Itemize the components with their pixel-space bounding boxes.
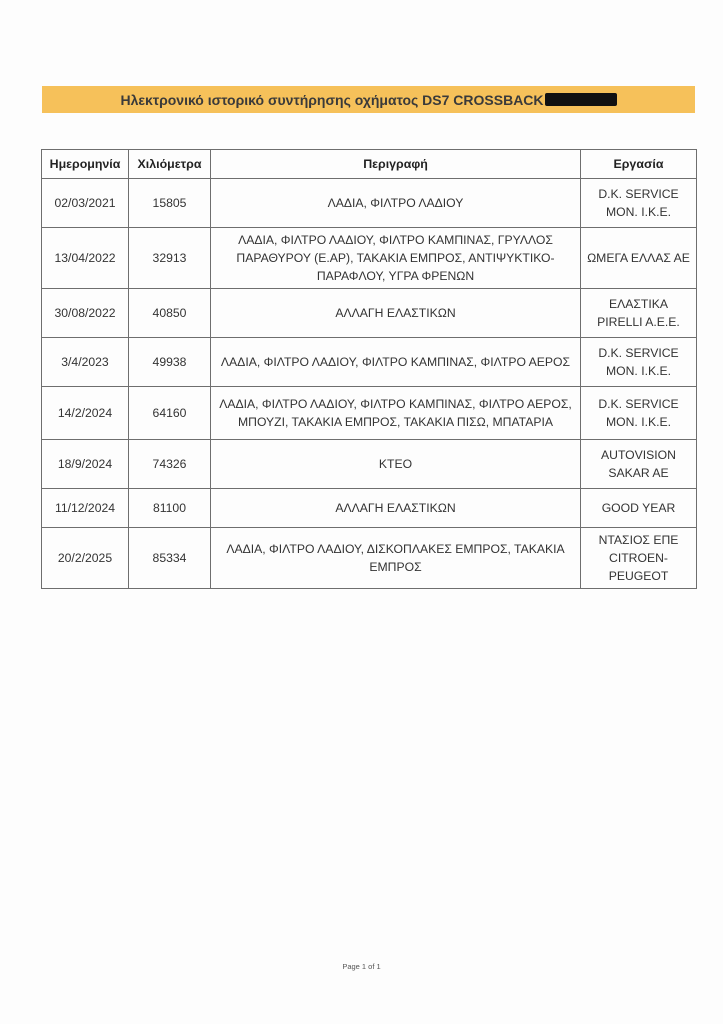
- cell-workshop: AUTOVISION SAKAR AE: [581, 440, 697, 489]
- header-workshop: Εργασία: [581, 150, 697, 179]
- cell-km: 74326: [129, 440, 211, 489]
- cell-description: ΛΑΔΙΑ, ΦΙΛΤΡΟ ΛΑΔΙΟΥ: [211, 179, 581, 228]
- cell-description: ΚΤΕΟ: [211, 440, 581, 489]
- cell-km: 64160: [129, 387, 211, 440]
- cell-date: 18/9/2024: [42, 440, 129, 489]
- cell-date: 02/03/2021: [42, 179, 129, 228]
- table-row: [42, 289, 697, 338]
- table-row: [42, 179, 697, 228]
- header-date: Ημερομηνία: [42, 150, 129, 179]
- header-description: Περιγραφή: [211, 150, 581, 179]
- table-row: [42, 338, 697, 387]
- table-header-row: [42, 150, 697, 179]
- cell-description: ΛΑΔΙΑ, ΦΙΛΤΡΟ ΛΑΔΙΟΥ, ΦΙΛΤΡΟ ΚΑΜΠΙΝΑΣ, ΦΙΛΤΡΟ ΑΕΡΟΣ, ΜΠΟΥΖΙ, ΤΑΚΑΚΙΑ ΕΜΠΡΟΣ, ΤΑΚΑΚΙΑ ΠΙΣΩ, ΜΠΑΤΑΡΙΑ: [211, 387, 581, 440]
- cell-workshop: ΩΜΕΓΑ ΕΛΛΑΣ ΑΕ: [581, 228, 697, 289]
- cell-description: ΑΛΛΑΓΗ ΕΛΑΣΤΙΚΩΝ: [211, 489, 581, 528]
- cell-km: 32913: [129, 228, 211, 289]
- table-row: [42, 528, 697, 589]
- table-row: [42, 228, 697, 289]
- cell-date: 20/2/2025: [42, 528, 129, 589]
- cell-date: 3/4/2023: [42, 338, 129, 387]
- table-row: [42, 440, 697, 489]
- table-row: [42, 489, 697, 528]
- cell-workshop: D.K. SERVICE MON. I.K.E.: [581, 387, 697, 440]
- cell-km: 40850: [129, 289, 211, 338]
- cell-km: 81100: [129, 489, 211, 528]
- cell-workshop: D.K. SERVICE MON. I.K.E.: [581, 179, 697, 228]
- cell-km: 85334: [129, 528, 211, 589]
- cell-workshop: GOOD YEAR: [581, 489, 697, 528]
- cell-description: ΛΑΔΙΑ, ΦΙΛΤΡΟ ΛΑΔΙΟΥ, ΔΙΣΚΟΠΛΑΚΕΣ ΕΜΠΡΟΣ, ΤΑΚΑΚΙΑ ΕΜΠΡΟΣ: [211, 528, 581, 589]
- cell-km: 49938: [129, 338, 211, 387]
- redaction-block: [545, 93, 617, 106]
- page-footer: Page 1 of 1: [342, 962, 381, 971]
- header-km: Χιλιόμετρα: [129, 150, 211, 179]
- cell-description: ΛΑΔΙΑ, ΦΙΛΤΡΟ ΛΑΔΙΟΥ, ΦΙΛΤΡΟ ΚΑΜΠΙΝΑΣ, ΦΙΛΤΡΟ ΑΕΡΟΣ: [211, 338, 581, 387]
- cell-workshop: ΝΤΑΣΙΟΣ ΕΠΕ CITROEN-PEUGEOT: [581, 528, 697, 589]
- cell-workshop: D.K. SERVICE MON. I.K.E.: [581, 338, 697, 387]
- cell-date: 14/2/2024: [42, 387, 129, 440]
- cell-workshop: ΕΛΑΣΤΙΚΑ PIRELLI A.E.E.: [581, 289, 697, 338]
- cell-date: 13/04/2022: [42, 228, 129, 289]
- cell-km: 15805: [129, 179, 211, 228]
- maintenance-history-table: [41, 149, 697, 589]
- cell-date: 30/08/2022: [42, 289, 129, 338]
- document-title: Ηλεκτρονικό ιστορικό συντήρησης οχήματος DS7 CROSSBACK: [120, 91, 544, 108]
- cell-date: 11/12/2024: [42, 489, 129, 528]
- document-title-bar: [42, 86, 695, 113]
- table-row: [42, 387, 697, 440]
- cell-description: ΛΑΔΙΑ, ΦΙΛΤΡΟ ΛΑΔΙΟΥ, ΦΙΛΤΡΟ ΚΑΜΠΙΝΑΣ, ΓΡΥΛΛΟΣ ΠΑΡΑΘΥΡΟΥ (Ε.ΑΡ), ΤΑΚΑΚΙΑ ΕΜΠΡΟΣ, ΑΝΤΙΨΥΚΤΙΚΟ-ΠΑΡΑΦΛΟΥ, ΥΓΡΑ ΦΡΕΝΩΝ: [211, 228, 581, 289]
- cell-description: ΑΛΛΑΓΗ ΕΛΑΣΤΙΚΩΝ: [211, 289, 581, 338]
